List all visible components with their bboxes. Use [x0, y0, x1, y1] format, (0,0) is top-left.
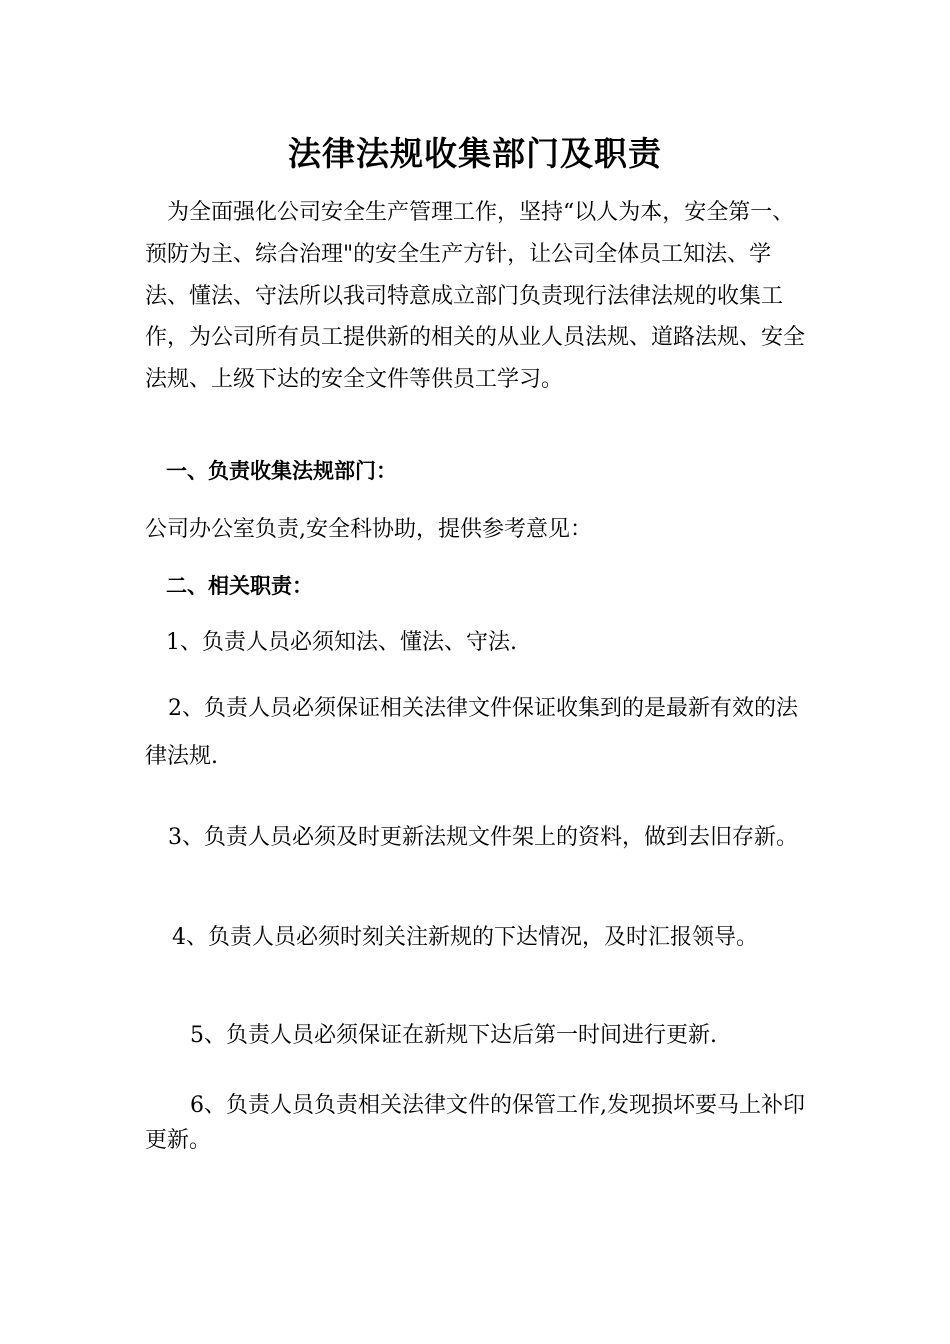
duty-item-6: 6、负责人员负责相关法律文件的保管工作,发现损坏要马上补印更新。: [145, 1093, 805, 1154]
document-title: 法律法规收集部门及职责: [288, 134, 662, 173]
duty-item-2: 2、负责人员必须保证相关法律文件保证收集到的是最新有效的法律法规.: [145, 696, 798, 770]
duty-item-5: 5、负责人员必须保证在新规下达后第一时间进行更新.: [190, 1023, 717, 1048]
intro-paragraph: 为全面强化公司安全生产管理工作，坚持“以人为本，安全第一、预防为主、综合治理"的安全生产方针，让公司全体员工知法、学法、懂法、守法所以我司特意成立部门负责现行法律法规的收集工作，为公司所有员工提供新的相关的从业人员法规、道路法规、安全法规、上级下达的安全文件等供员工学习。: [145, 200, 806, 393]
duty-item-3: 3、负责人员必须及时更新法规文件架上的资料，做到去旧存新。: [168, 825, 798, 850]
duty-item-1: 1、负责人员必须知法、懂法、守法.: [166, 630, 517, 655]
section-1-heading: 一、负责收集法规部门：: [166, 458, 397, 483]
section-1-body: 公司办公室负责,安全科协助，提供参考意见：: [145, 517, 592, 542]
section-2-heading: 二、相关职责：: [166, 573, 313, 598]
duty-item-4: 4、负责人员必须时刻关注新规的下达情况，及时汇报领导。: [172, 925, 758, 950]
